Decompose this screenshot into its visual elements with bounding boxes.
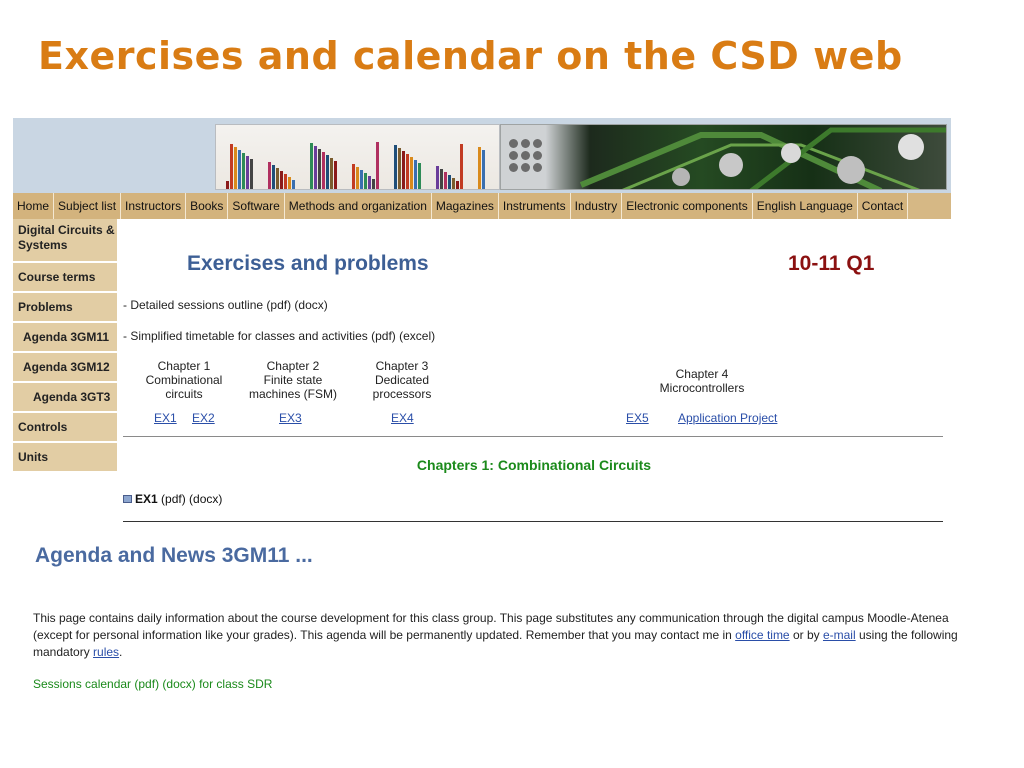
quarter-label: 10-11 Q1 <box>788 252 875 275</box>
sidebar-item-course-terms[interactable]: Course terms <box>13 263 117 293</box>
pencils-image <box>216 125 500 190</box>
chapter-4-line-1: Chapter 4 <box>675 367 729 381</box>
sessions-calendar-line[interactable]: Sessions calendar (pdf) (docx) for class SDR <box>33 677 273 691</box>
divider-bottom <box>123 521 943 522</box>
pencils-banner-image <box>215 124 500 190</box>
nav-electronic-components[interactable]: Electronic components <box>622 193 752 219</box>
chapter-3-heading <box>361 359 443 401</box>
ex3-link[interactable]: EX3 <box>279 411 302 425</box>
ex1-formats[interactable]: (pdf) (docx) <box>157 492 223 506</box>
chapter-4-heading <box>639 367 765 395</box>
agenda-text-3: using the following mandatory <box>33 628 958 659</box>
broken-image-icon <box>123 495 132 503</box>
timetable-line[interactable]: - Simplified timetable for classes and activities (pdf) (excel) <box>123 329 436 343</box>
csd-web-screenshot <box>13 118 951 526</box>
chapter-1-line-1: Chapter 1 <box>157 359 211 373</box>
site-banner <box>13 118 951 193</box>
nav-industry[interactable]: Industry <box>571 193 623 219</box>
circuit-board-banner-image <box>500 124 947 190</box>
ex5-link[interactable]: EX5 <box>626 411 649 425</box>
main-content <box>117 219 951 526</box>
slide-title: Exercises and calendar on the CSD web <box>38 34 903 78</box>
agenda-text-2: or by <box>789 628 823 642</box>
office-time-link[interactable]: office time <box>735 628 790 642</box>
chapter-2-line-2: Finite state <box>263 373 323 387</box>
ex2-link[interactable]: EX2 <box>192 411 215 425</box>
chapter-1-heading <box>137 359 231 401</box>
ex1-link[interactable]: EX1 <box>154 411 177 425</box>
rules-link[interactable]: rules <box>93 645 120 659</box>
chapter-3-line-2: Dedicated <box>374 373 430 387</box>
sidebar-item-agenda-3gm12[interactable]: Agenda 3GM12 <box>13 353 117 383</box>
chapter-2-line-1: Chapter 2 <box>266 359 320 373</box>
nav-instruments[interactable]: Instruments <box>499 193 571 219</box>
ex1-download-row[interactable] <box>123 492 222 506</box>
nav-methods-organization[interactable]: Methods and organization <box>285 193 432 219</box>
chapter-1-line-3: circuits <box>165 387 203 401</box>
sidebar-item-agenda-3gm11[interactable]: Agenda 3GM11 <box>13 323 117 353</box>
circuit-board-image <box>501 125 947 190</box>
chapter-section-title: Chapters 1: Combinational Circuits <box>416 457 652 473</box>
agenda-text-1: This page contains daily information about the course development for this class group. This page substitutes any communication through the digital campus Moodle-Atenea (except for personal information like your grades). This agenda will be permanently updated. Remember that you may contact me in <box>33 611 949 642</box>
nav-filler <box>908 193 951 219</box>
sidebar-item-digital-circuits[interactable]: Digital Circuits & Systems <box>13 219 117 263</box>
nav-magazines[interactable]: Magazines <box>432 193 499 219</box>
nav-instructors[interactable]: Instructors <box>121 193 186 219</box>
agenda-text-4: . <box>119 645 123 659</box>
main-nav-bar <box>13 193 951 219</box>
chapter-3-line-1: Chapter 3 <box>375 359 429 373</box>
page-title: Exercises and problems <box>187 252 429 275</box>
nav-software[interactable]: Software <box>228 193 284 219</box>
sessions-outline-line[interactable]: - Detailed sessions outline (pdf) (docx) <box>123 298 328 312</box>
chapter-1-line-2: Combinational <box>145 373 223 387</box>
chapter-3-line-3: processors <box>372 387 432 401</box>
chapter-2-line-3: machines (FSM) <box>248 387 337 401</box>
sidebar <box>13 219 117 473</box>
nav-subject-list[interactable]: Subject list <box>54 193 121 219</box>
application-project-link[interactable]: Application Project <box>678 411 778 425</box>
nav-contact[interactable]: Contact <box>858 193 908 219</box>
agenda-description <box>33 610 958 661</box>
email-link[interactable]: e-mail <box>822 628 856 642</box>
sidebar-item-controls[interactable]: Controls <box>13 413 117 443</box>
sidebar-item-units[interactable]: Units <box>13 443 117 473</box>
chapter-2-heading <box>245 359 341 401</box>
agenda-title: Agenda and News 3GM11 ... <box>35 544 313 567</box>
sidebar-item-problems[interactable]: Problems <box>13 293 117 323</box>
nav-english-language[interactable]: English Language <box>753 193 858 219</box>
chapter-4-line-2: Microcontrollers <box>659 381 745 395</box>
ex4-link[interactable]: EX4 <box>391 411 414 425</box>
nav-books[interactable]: Books <box>186 193 228 219</box>
ex1-bold-label: EX1 <box>135 492 158 506</box>
sidebar-item-agenda-3gt3[interactable]: Agenda 3GT3 <box>13 383 117 413</box>
divider <box>123 436 943 437</box>
nav-home[interactable]: Home <box>13 193 54 219</box>
